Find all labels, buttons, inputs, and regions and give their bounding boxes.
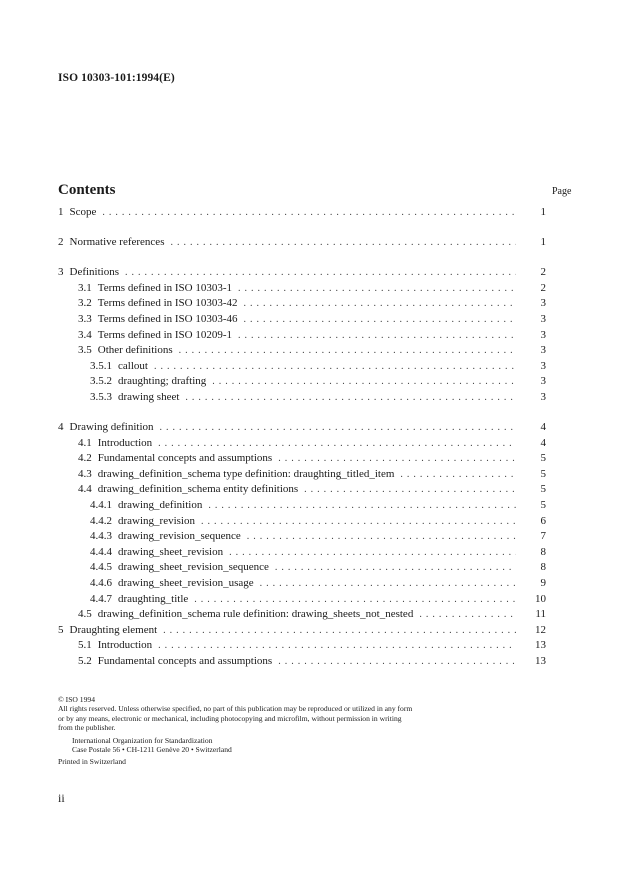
toc-entry-page: 3 bbox=[540, 312, 546, 325]
dot-leader bbox=[275, 562, 516, 573]
toc-entry-number: 3.5.1 bbox=[90, 359, 112, 372]
toc-entry-page: 1 bbox=[540, 206, 546, 218]
toc-entry-page: 3 bbox=[540, 328, 546, 341]
org-address: Case Postale 56 • CH-1211 Genève 20 • Switzerland bbox=[72, 745, 232, 755]
toc-entry[interactable] bbox=[58, 499, 546, 515]
toc-entry-page: 4 bbox=[540, 436, 546, 449]
toc-entry[interactable] bbox=[58, 391, 546, 407]
toc-entry[interactable] bbox=[58, 297, 546, 313]
copyright-footer bbox=[58, 695, 418, 767]
toc-entry-number: 1 bbox=[58, 206, 64, 218]
toc-entry-title: drawing_definition_schema entity definitions bbox=[97, 483, 299, 496]
toc-entry-number: 4.2 bbox=[78, 452, 92, 465]
dot-leader bbox=[278, 453, 516, 464]
dot-leader bbox=[125, 267, 516, 278]
dot-leader bbox=[400, 469, 516, 480]
dot-leader bbox=[247, 531, 516, 542]
toc-entry-title: Fundamental concepts and assumptions bbox=[97, 452, 273, 465]
dot-leader bbox=[419, 609, 516, 620]
toc-entry-title: drawing_definition_schema rule definition: drawing_sheets_not_nested bbox=[97, 608, 414, 621]
toc-entry[interactable] bbox=[58, 483, 546, 499]
toc-entry[interactable] bbox=[58, 561, 546, 577]
toc-entry-page: 11 bbox=[535, 608, 546, 621]
toc-entry-page: 9 bbox=[540, 576, 546, 589]
toc-entry-number: 3.5 bbox=[78, 344, 92, 357]
toc-entry-title: Drawing definition bbox=[69, 421, 154, 434]
document-id: ISO 10303-101:1994(E) bbox=[58, 72, 175, 84]
dot-leader bbox=[229, 547, 516, 558]
dot-leader bbox=[158, 640, 516, 651]
toc-entry[interactable] bbox=[58, 530, 546, 546]
toc-entry-title: draughting_title bbox=[118, 592, 189, 605]
toc-entry-page: 8 bbox=[540, 561, 546, 574]
contents-title: Contents bbox=[58, 182, 116, 198]
toc-entry-page: 6 bbox=[540, 514, 546, 527]
toc-entry[interactable] bbox=[58, 344, 546, 360]
toc-entry-title: drawing_definition bbox=[118, 499, 203, 511]
toc-entry-number: 4.4.1 bbox=[90, 499, 112, 511]
toc-entry-page: 12 bbox=[535, 623, 546, 636]
toc-entry[interactable] bbox=[58, 360, 546, 376]
toc-entry[interactable] bbox=[58, 468, 546, 484]
toc-entry-page: 7 bbox=[540, 530, 546, 543]
toc-entry-number: 5.2 bbox=[78, 654, 92, 667]
toc-entry-number: 4.4.5 bbox=[90, 561, 112, 574]
toc-entry-page: 1 bbox=[540, 236, 546, 249]
toc-entry-number: 2 bbox=[58, 236, 64, 249]
toc-entry-number: 3.5.3 bbox=[90, 390, 112, 403]
toc-entry-title: Other definitions bbox=[97, 344, 173, 357]
toc-entry-title: drawing_definition_schema type definition: draughting_titled_item bbox=[97, 467, 395, 480]
table-of-contents bbox=[58, 206, 546, 671]
toc-entry-title: drawing_sheet_revision bbox=[118, 545, 224, 558]
toc-entry[interactable] bbox=[58, 639, 546, 655]
toc-entry-page: 5 bbox=[540, 467, 546, 480]
toc-entry-page: 5 bbox=[540, 452, 546, 465]
toc-entry-number: 4.3 bbox=[78, 467, 92, 480]
toc-entry-title: drawing sheet bbox=[118, 390, 180, 403]
toc-entry-title: callout bbox=[118, 359, 148, 372]
dot-leader bbox=[154, 361, 516, 372]
dot-leader bbox=[244, 314, 516, 325]
toc-entry-number: 3.4 bbox=[78, 328, 92, 341]
toc-entry-number: 4.4.4 bbox=[90, 545, 112, 558]
toc-entry-page: 5 bbox=[540, 483, 546, 496]
dot-leader bbox=[194, 594, 516, 605]
toc-entry-page: 3 bbox=[540, 359, 546, 372]
toc-entry-page: 3 bbox=[540, 375, 546, 388]
dot-leader bbox=[212, 376, 516, 387]
toc-entry[interactable] bbox=[58, 329, 546, 345]
toc-entry-number: 3.3 bbox=[78, 312, 92, 325]
dot-leader bbox=[102, 207, 516, 218]
toc-entry-title: drawing_sheet_revision_sequence bbox=[118, 561, 269, 574]
page-column-header: Page bbox=[552, 186, 572, 197]
toc-entry[interactable] bbox=[58, 206, 546, 222]
toc-entry-page: 3 bbox=[540, 390, 546, 403]
dot-leader bbox=[278, 656, 516, 667]
dot-leader bbox=[158, 438, 516, 449]
toc-entry-page: 10 bbox=[535, 592, 546, 605]
toc-entry-number: 3.2 bbox=[78, 297, 92, 310]
toc-entry-title: Terms defined in ISO 10303-42 bbox=[97, 297, 238, 310]
toc-entry-title: Scope bbox=[69, 206, 97, 218]
dot-leader bbox=[160, 422, 516, 433]
org-name: International Organization for Standardization bbox=[72, 735, 213, 745]
toc-entry-title: drawing_revision_sequence bbox=[118, 530, 241, 543]
toc-entry-number: 3 bbox=[58, 266, 64, 279]
dot-leader bbox=[238, 330, 516, 341]
toc-entry[interactable] bbox=[58, 266, 546, 282]
toc-entry-title: Introduction bbox=[97, 639, 153, 652]
toc-entry-number: 4 bbox=[58, 421, 64, 434]
page-number: ii bbox=[58, 791, 65, 805]
dot-leader bbox=[163, 625, 516, 636]
toc-entry-number: 5 bbox=[58, 623, 64, 636]
toc-entry[interactable] bbox=[58, 577, 546, 593]
toc-entry[interactable] bbox=[58, 421, 546, 437]
printed-in: Printed in Switzerland bbox=[58, 757, 126, 767]
toc-entry-number: 4.4.3 bbox=[90, 530, 112, 543]
toc-entry-title: Draughting element bbox=[69, 623, 158, 636]
toc-entry-number: 4.4 bbox=[78, 483, 92, 496]
toc-entry-title: Terms defined in ISO 10303-1 bbox=[97, 281, 233, 294]
toc-entry[interactable] bbox=[58, 655, 546, 671]
toc-entry[interactable] bbox=[58, 375, 546, 391]
toc-entry[interactable] bbox=[58, 515, 546, 531]
toc-entry-title: Introduction bbox=[97, 436, 153, 449]
toc-entry-number: 4.4.2 bbox=[90, 514, 112, 527]
toc-entry-title: Fundamental concepts and assumptions bbox=[97, 654, 273, 667]
dot-leader bbox=[244, 298, 516, 309]
toc-entry[interactable] bbox=[58, 624, 546, 640]
dot-leader bbox=[170, 237, 516, 248]
toc-entry[interactable] bbox=[58, 546, 546, 562]
toc-entry-page: 5 bbox=[540, 499, 546, 511]
toc-entry-page: 13 bbox=[535, 639, 546, 652]
toc-entry-title: drawing_revision bbox=[118, 514, 195, 527]
toc-entry[interactable] bbox=[58, 437, 546, 453]
toc-entry-page: 2 bbox=[540, 266, 546, 279]
toc-entry-number: 4.4.6 bbox=[90, 576, 112, 589]
toc-entry-page: 3 bbox=[540, 297, 546, 310]
toc-entry-title: Normative references bbox=[69, 236, 165, 249]
dot-leader bbox=[185, 392, 516, 403]
toc-entry-number: 3.5.2 bbox=[90, 375, 112, 388]
dot-leader bbox=[208, 500, 516, 511]
dot-leader bbox=[304, 484, 516, 495]
toc-entry[interactable] bbox=[58, 282, 546, 298]
toc-entry-page: 3 bbox=[540, 344, 546, 357]
toc-entry-page: 2 bbox=[540, 281, 546, 294]
toc-entry-number: 4.5 bbox=[78, 608, 92, 621]
toc-entry-page: 4 bbox=[540, 421, 546, 434]
toc-entry[interactable] bbox=[58, 593, 546, 609]
rights-statement: All rights reserved. Unless otherwise specified, no part of this publication may be reproduced or utilized in any form or by any means, electronic or mechanical, including photocopying and microfilm, without permission in writing from the publisher. bbox=[58, 704, 413, 733]
toc-entry-title: Terms defined in ISO 10303-46 bbox=[97, 312, 238, 325]
toc-entry-title: draughting; drafting bbox=[118, 375, 207, 388]
toc-entry-number: 4.1 bbox=[78, 436, 92, 449]
toc-entry-title: drawing_sheet_revision_usage bbox=[118, 576, 254, 589]
toc-entry-page: 8 bbox=[540, 545, 546, 558]
toc-entry-title: Definitions bbox=[69, 266, 119, 279]
toc-entry[interactable] bbox=[58, 452, 546, 468]
toc-entry-number: 3.1 bbox=[78, 281, 92, 294]
toc-entry-title: Terms defined in ISO 10209-1 bbox=[97, 328, 233, 341]
toc-entry[interactable] bbox=[58, 236, 546, 252]
toc-entry[interactable] bbox=[58, 608, 546, 624]
toc-entry-page: 13 bbox=[535, 654, 546, 667]
dot-leader bbox=[201, 516, 516, 527]
copyright-line: © ISO 1994 bbox=[58, 695, 95, 704]
toc-entry[interactable] bbox=[58, 313, 546, 329]
dot-leader bbox=[238, 283, 516, 294]
toc-entry-number: 5.1 bbox=[78, 639, 92, 652]
dot-leader bbox=[260, 578, 516, 589]
toc-entry-number: 4.4.7 bbox=[90, 592, 112, 605]
dot-leader bbox=[179, 345, 516, 356]
